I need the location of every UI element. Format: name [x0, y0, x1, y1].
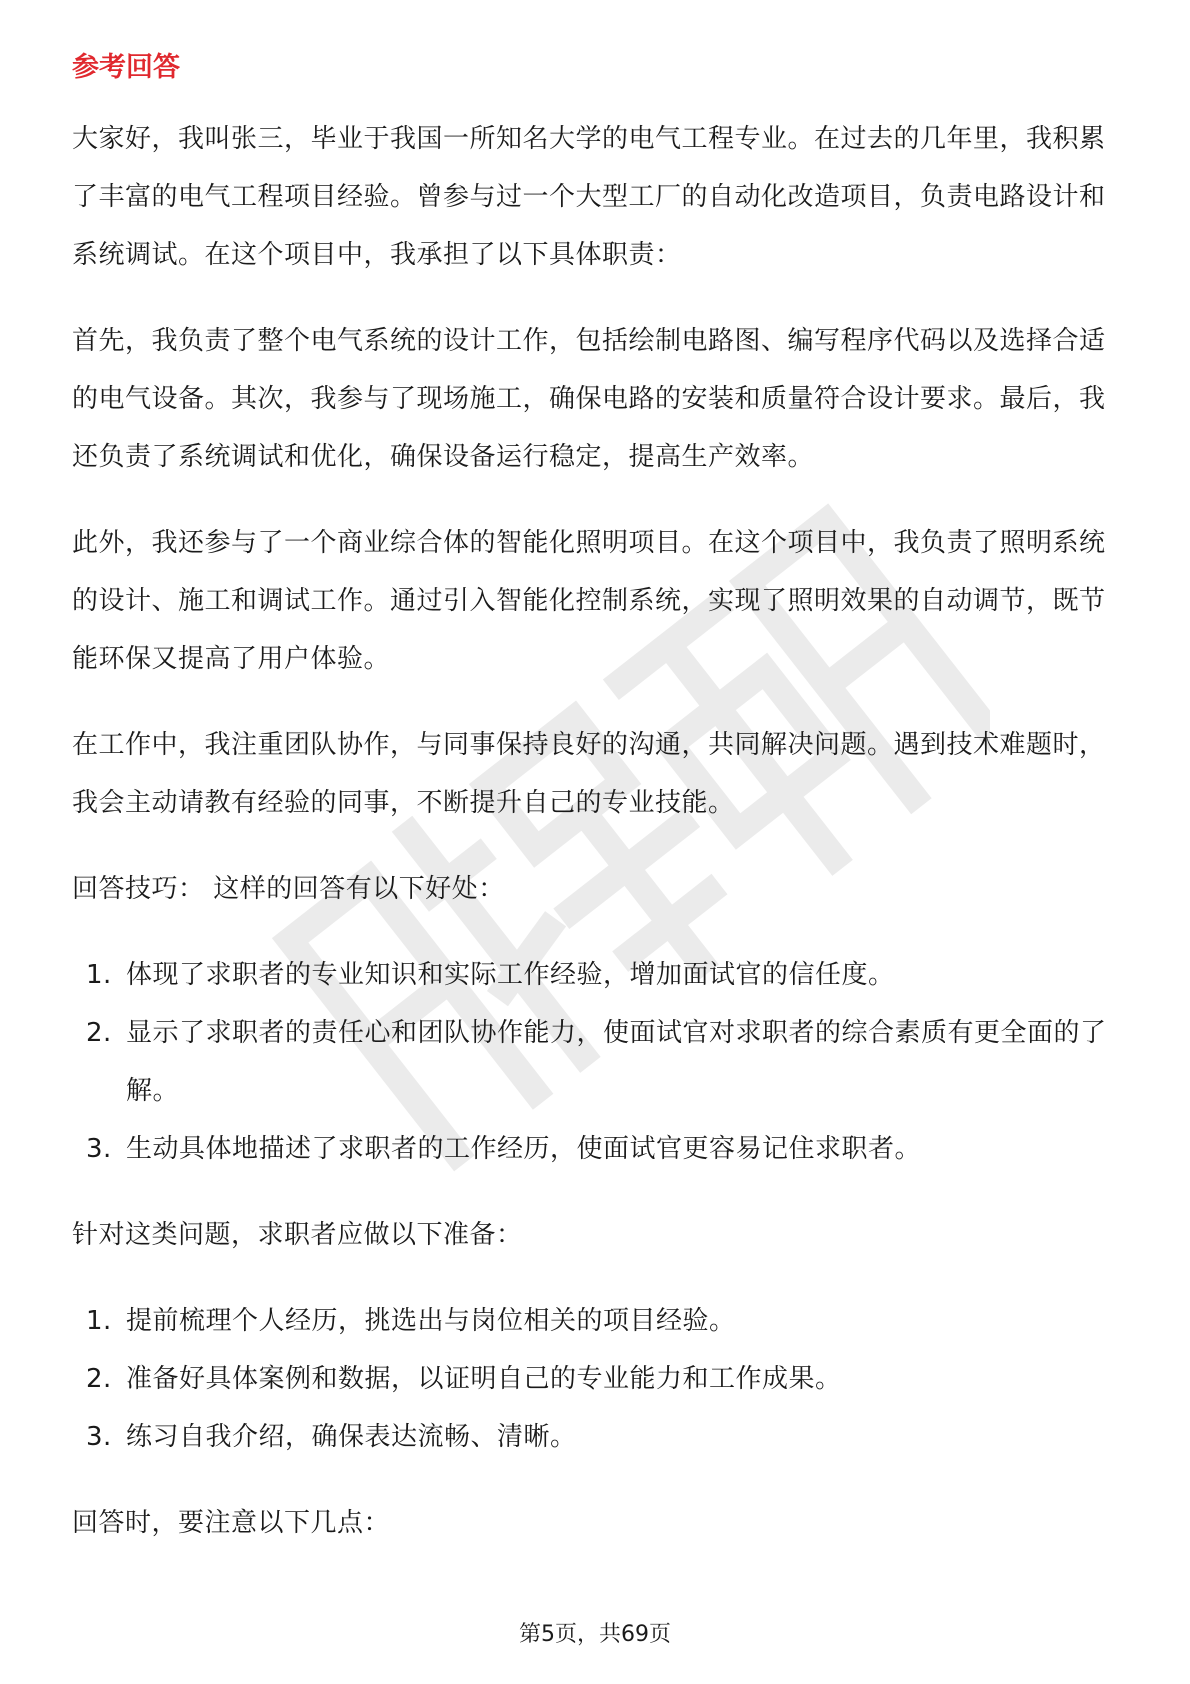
page-number-footer: 第5页，共69页: [519, 1622, 671, 1647]
list-item: [72, 1350, 1122, 1408]
paragraph-intro: 大家好，我叫张三，毕业于我国一所知名大学的电气工程专业。在过去的几年里，我积累了丰富的电气工程项目经验。曾参与过一个大型工厂的自动化改造项目，负责电路设计和系统调试。在这个项目中，我承担了以下具体职责：: [72, 124, 1106, 270]
list-item: [72, 1292, 1122, 1350]
list-item-number: 3.: [86, 1422, 112, 1452]
list-item-text: 练习自我介绍，确保表达流畅、清晰。: [126, 1422, 577, 1452]
prep-intro: 针对这类问题，求职者应做以下准备：: [72, 1220, 523, 1250]
list-item: [72, 946, 1122, 1004]
list-item-text: 显示了求职者的责任心和团队协作能力，使面试官对求职者的综合素质有更全面的了解。: [126, 1018, 1107, 1106]
list-item-number: 3.: [86, 1134, 112, 1164]
paragraph-teamwork: 在工作中，我注重团队协作，与同事保持良好的沟通，共同解决问题。遇到技术难题时，我会主动请教有经验的同事，不断提升自己的专业技能。: [72, 730, 1106, 818]
closing-line: 回答时，要注意以下几点：: [72, 1508, 391, 1538]
paragraph-lighting-project: 此外，我还参与了一个商业综合体的智能化照明项目。在这个项目中，我负责了照明系统的设计、施工和调试工作。通过引入智能化控制系统，实现了照明效果的自动调节，既节能环保又提高了用户体验。: [72, 528, 1106, 674]
list-item: [72, 1004, 1122, 1120]
tips-list: [72, 946, 1122, 1178]
paragraph-duties: 首先，我负责了整个电气系统的设计工作，包括绘制电路图、编写程序代码以及选择合适的电气设备。其次，我参与了现场施工，确保电路的安装和质量符合设计要求。最后，我还负责了系统调试和优化，确保设备运行稳定，提高生产效率。: [72, 326, 1106, 472]
list-item-number: 2.: [86, 1018, 112, 1048]
tips-intro: 回答技巧： 这样的回答有以下好处：: [72, 874, 505, 904]
list-item-number: 1.: [86, 960, 112, 990]
list-item-text: 体现了求职者的专业知识和实际工作经验，增加面试官的信任度。: [126, 960, 895, 990]
main-content: [72, 48, 1122, 1580]
list-item: [72, 1408, 1122, 1466]
list-item-text: 准备好具体案例和数据，以证明自己的专业能力和工作成果。: [126, 1364, 842, 1394]
list-item-text: 提前梳理个人经历，挑选出与岗位相关的项目经验。: [126, 1306, 736, 1336]
list-item: [72, 1120, 1122, 1178]
section-heading: 参考回答: [72, 52, 180, 83]
list-item-text: 生动具体地描述了求职者的工作经历，使面试官更容易记住求职者。: [126, 1134, 922, 1164]
list-item-number: 1.: [86, 1306, 112, 1336]
list-item-number: 2.: [86, 1364, 112, 1394]
prep-list: [72, 1292, 1122, 1466]
